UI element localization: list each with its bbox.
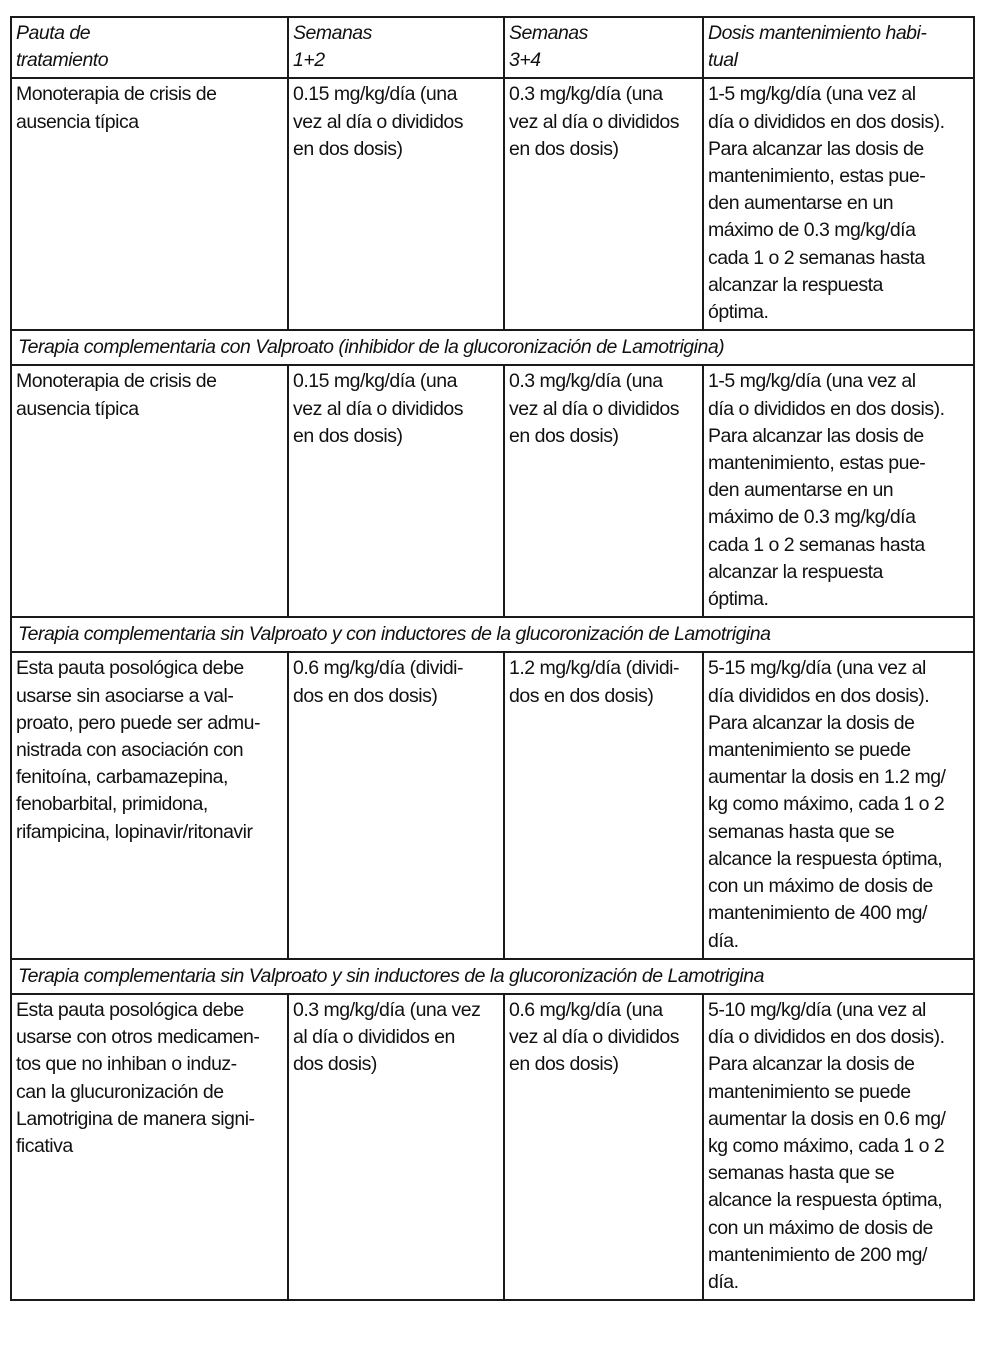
header-text: Pauta de xyxy=(16,22,91,44)
cell-text: Esta pauta posológica debe xyxy=(16,657,244,680)
table-row xyxy=(11,365,974,617)
section-row xyxy=(11,959,974,994)
header-text: 3+4 xyxy=(509,49,541,72)
cell-text: día o divididos en dos dosis). xyxy=(708,1026,945,1049)
header-text: tratamiento xyxy=(16,49,109,72)
cell-text: en dos dosis) xyxy=(509,1053,619,1076)
cell-text: al día o divididos en xyxy=(293,1026,455,1049)
cell-text: ausencia típica xyxy=(16,397,139,420)
cell-text: Para alcanzar la dosis de xyxy=(708,711,915,734)
cell-text: 1-5 mg/kg/día (una vez al xyxy=(708,370,916,393)
cell-text: 0.6 mg/kg/día (una xyxy=(509,998,663,1021)
cell-text: 0.3 mg/kg/día (una xyxy=(509,83,663,106)
table-body xyxy=(11,78,974,1300)
dosis-mantenimiento-cell xyxy=(703,78,974,330)
header-text: 1+2 xyxy=(293,49,325,72)
cell-text: 5-10 mg/kg/día (una vez al xyxy=(708,998,926,1021)
cell-text: 0.6 mg/kg/día (dividi- xyxy=(293,657,463,680)
dosis-mantenimiento-cell xyxy=(703,994,974,1300)
cell-text: cada 1 o 2 semanas hasta xyxy=(708,246,925,269)
cell-text: ausencia típica xyxy=(16,110,139,133)
cell-text: en dos dosis) xyxy=(509,137,619,160)
semanas-1-2-cell xyxy=(288,365,504,617)
section-title: Terapia complementaria sin Valproato y sin inductores de la glucoronización de Lamotrigina xyxy=(11,959,974,994)
header-row xyxy=(11,17,974,78)
cell-text: mantenimiento se puede xyxy=(708,1080,911,1103)
section-title: Terapia complementaria sin Valproato y con inductores de la glucoronización de Lamotrigina xyxy=(11,617,974,652)
cell-text: óptima. xyxy=(708,301,769,324)
cell-text: con un máximo de dosis de xyxy=(708,875,933,898)
table-row xyxy=(11,78,974,330)
semanas-3-4-cell xyxy=(504,365,703,617)
cell-text: kg como máximo, cada 1 o 2 xyxy=(708,1134,945,1157)
header-pauta xyxy=(11,17,288,78)
cell-text: kg como máximo, cada 1 o 2 xyxy=(708,793,945,816)
cell-text: nistrada con asociación con xyxy=(16,739,244,762)
pauta-cell xyxy=(11,78,288,330)
cell-text: con un máximo de dosis de xyxy=(708,1216,933,1239)
document-page xyxy=(10,16,973,1301)
table-row xyxy=(11,652,974,958)
cell-text: usarse con otros medicamen- xyxy=(16,1026,260,1049)
cell-text: alcance la respuesta óptima, xyxy=(708,1189,943,1212)
cell-text: día o divididos en dos dosis). xyxy=(708,110,945,133)
cell-text: mantenimiento, estas pue- xyxy=(708,165,926,188)
header-text: tual xyxy=(708,49,738,72)
cell-text: dos en dos dosis) xyxy=(509,684,654,707)
header-semanas-1-2 xyxy=(288,17,504,78)
header-text: Dosis mantenimiento habi- xyxy=(708,22,927,44)
cell-text: mantenimiento de 200 mg/ xyxy=(708,1243,927,1266)
cell-text: den aumentarse en un xyxy=(708,479,894,502)
cell-text: Monoterapia de crisis de xyxy=(16,83,217,106)
cell-text: 0.15 mg/kg/día (una xyxy=(293,83,457,106)
semanas-1-2-cell xyxy=(288,78,504,330)
cell-text: Para alcanzar las dosis de xyxy=(708,424,924,447)
section-title: Terapia complementaria con Valproato (inhibidor de la glucoronización de Lamotrigina) xyxy=(11,330,974,365)
cell-text: 1.2 mg/kg/día (dividi- xyxy=(509,657,679,680)
header-text: Semanas xyxy=(293,22,372,44)
cell-text: 1-5 mg/kg/día (una vez al xyxy=(708,83,916,106)
dosis-mantenimiento-cell xyxy=(703,652,974,958)
pauta-cell xyxy=(11,365,288,617)
cell-text: Para alcanzar las dosis de xyxy=(708,137,924,160)
cell-text: en dos dosis) xyxy=(293,424,403,447)
cell-text: 5-15 mg/kg/día (una vez al xyxy=(708,657,926,680)
cell-text: máximo de 0.3 mg/kg/día xyxy=(708,506,916,529)
cell-text: día o divididos en dos dosis). xyxy=(708,397,945,420)
cell-text: 0.3 mg/kg/día (una vez xyxy=(293,998,481,1021)
cell-text: dos en dos dosis) xyxy=(293,684,438,707)
cell-text: mantenimiento, estas pue- xyxy=(708,452,926,475)
pauta-cell xyxy=(11,652,288,958)
cell-text: fenitoína, carbamazepina, xyxy=(16,766,228,789)
cell-text: óptima. xyxy=(708,588,769,611)
cell-text: mantenimiento de 400 mg/ xyxy=(708,902,927,925)
cell-text: día divididos en dos dosis). xyxy=(708,684,930,707)
cell-text: usarse sin asociarse a val- xyxy=(16,684,234,707)
pauta-cell xyxy=(11,994,288,1300)
cell-text: semanas hasta que se xyxy=(708,820,895,843)
cell-text: Lamotrigina de manera signi- xyxy=(16,1107,255,1130)
cell-text: aumentar la dosis en 0.6 mg/ xyxy=(708,1107,946,1130)
cell-text: cada 1 o 2 semanas hasta xyxy=(708,533,925,556)
dosing-table xyxy=(10,16,975,1301)
cell-text: fenobarbital, primidona, xyxy=(16,793,208,816)
section-row xyxy=(11,330,974,365)
cell-text: rifampicina, lopinavir/ritonavir xyxy=(16,820,253,843)
semanas-3-4-cell xyxy=(504,994,703,1300)
cell-text: alcance la respuesta óptima, xyxy=(708,847,943,870)
cell-text: Monoterapia de crisis de xyxy=(16,370,217,393)
cell-text: día. xyxy=(708,1270,739,1293)
section-row xyxy=(11,617,974,652)
cell-text: dos dosis) xyxy=(293,1053,377,1076)
table-row xyxy=(11,994,974,1300)
semanas-3-4-cell xyxy=(504,652,703,958)
cell-text: vez al día o divididos xyxy=(293,110,464,133)
semanas-1-2-cell xyxy=(288,994,504,1300)
cell-text: día. xyxy=(708,929,739,952)
cell-text: en dos dosis) xyxy=(509,424,619,447)
cell-text: can la glucuronización de xyxy=(16,1080,224,1103)
header-text: Semanas xyxy=(509,22,588,44)
cell-text: ficativa xyxy=(16,1134,73,1157)
cell-text: Para alcanzar la dosis de xyxy=(708,1053,915,1076)
cell-text: mantenimiento se puede xyxy=(708,739,911,762)
cell-text: den aumentarse en un xyxy=(708,192,894,215)
cell-text: aumentar la dosis en 1.2 mg/ xyxy=(708,766,946,789)
cell-text: alcanzar la respuesta xyxy=(708,273,883,296)
cell-text: alcanzar la respuesta xyxy=(708,560,883,583)
cell-text: tos que no inhiban o induz- xyxy=(16,1053,237,1076)
cell-text: Esta pauta posológica debe xyxy=(16,998,244,1021)
cell-text: 0.3 mg/kg/día (una xyxy=(509,370,663,393)
header-dosis-mantenimiento xyxy=(703,17,974,78)
cell-text: vez al día o divididos xyxy=(509,397,680,420)
cell-text: vez al día o divididos xyxy=(509,1026,680,1049)
cell-text: 0.15 mg/kg/día (una xyxy=(293,370,457,393)
semanas-1-2-cell xyxy=(288,652,504,958)
cell-text: vez al día o divididos xyxy=(293,397,464,420)
cell-text: en dos dosis) xyxy=(293,137,403,160)
semanas-3-4-cell xyxy=(504,78,703,330)
cell-text: semanas hasta que se xyxy=(708,1162,895,1185)
dosis-mantenimiento-cell xyxy=(703,365,974,617)
cell-text: máximo de 0.3 mg/kg/día xyxy=(708,219,916,242)
cell-text: vez al día o divididos xyxy=(509,110,680,133)
cell-text: proato, pero puede ser admu- xyxy=(16,711,260,734)
header-semanas-3-4 xyxy=(504,17,703,78)
